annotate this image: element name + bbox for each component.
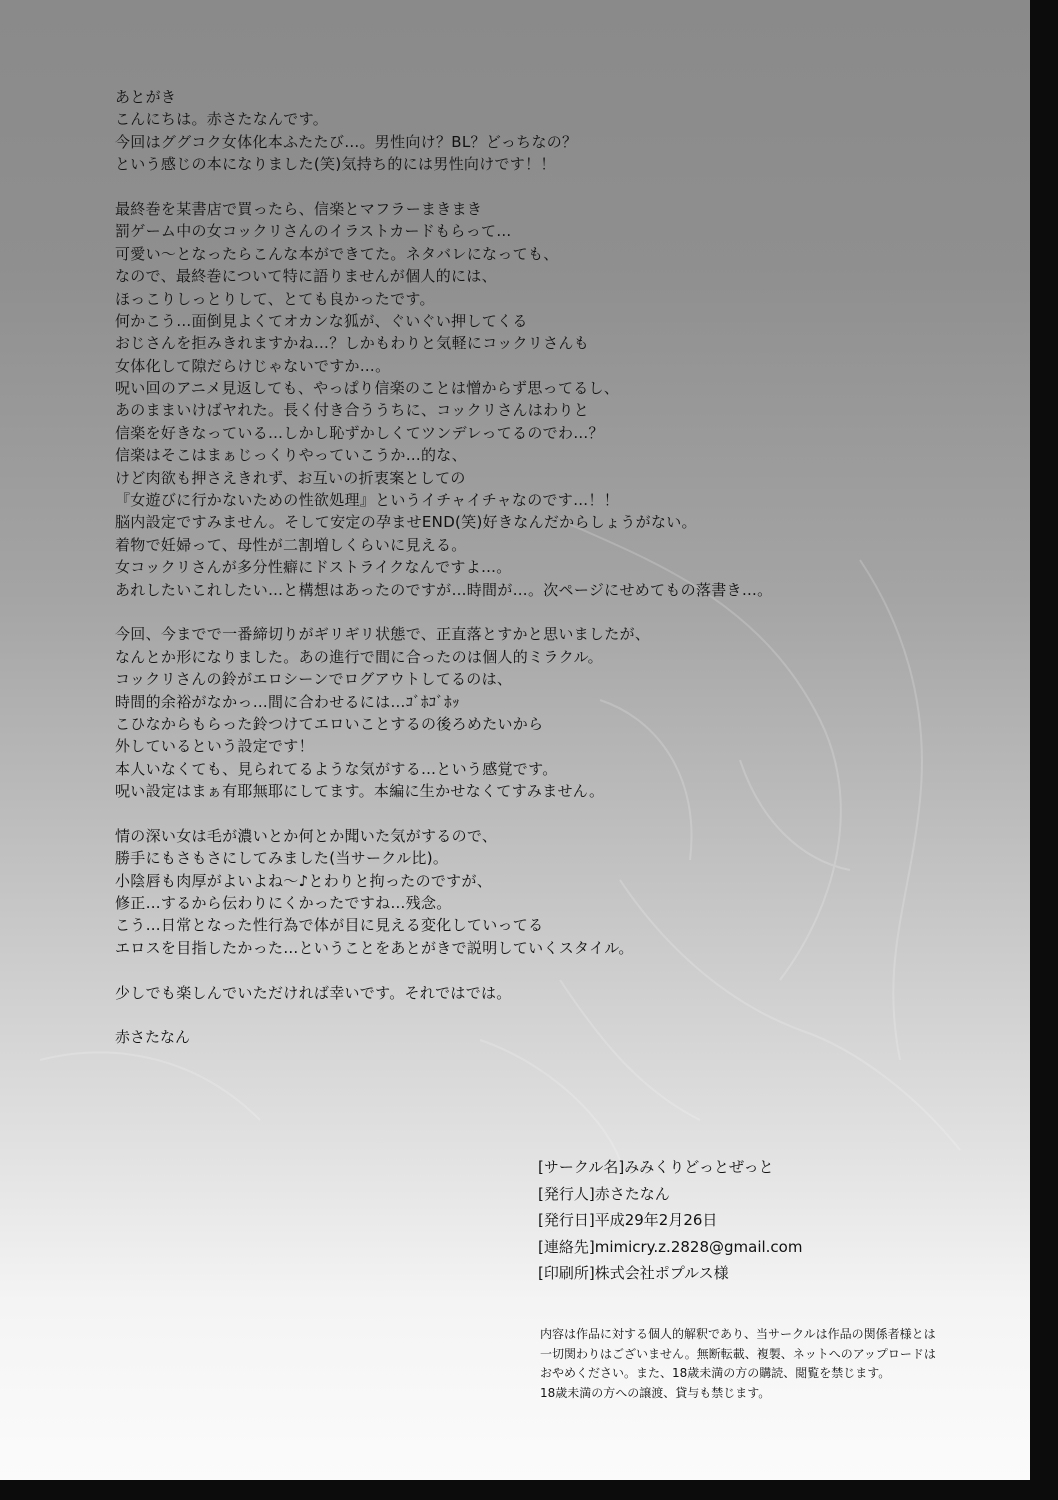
- text-line: おじさんを拒みきれますかね…？しかもわりと気軽にコックリさんも: [115, 334, 590, 353]
- text-line: 時間的余裕がなかっ…間に合わせるには…ｺﾞﾎｺﾞﾎｯ: [115, 692, 460, 711]
- text-line: 本人いなくても、見られてるような気がする…という感覚です。: [115, 759, 558, 778]
- author-signature: 赤さたなん: [115, 1028, 191, 1047]
- colophon-publisher: [発行人]赤さたなん: [538, 1184, 670, 1203]
- text-line: なので、最終巻について特に語りませんが個人的には、: [115, 267, 497, 286]
- text-line: なんとか形になりました。あの進行で間に合ったのは個人的ミラクル。: [115, 647, 603, 666]
- text-line: あれしたいこれしたい…と構想はあったのですが…時間が…。次ページにせめてもの落書き…。: [115, 580, 773, 599]
- afterword-heading: あとがき: [115, 88, 177, 106]
- text-line: 呪い回のアニメ見返しても、やっぱり信楽のことは憎からず思ってるし、: [115, 379, 620, 398]
- text-line: 何かこう…面倒見よくてオカンな狐が、ぐいぐい押してくる: [115, 311, 528, 330]
- disclaimer-line: おやめください。また、18歳未満の方の購読、閲覧を禁じます。: [540, 1366, 891, 1380]
- text-line: こんにちは。赤さたなんです。: [115, 110, 329, 129]
- text-line: 女体化して隙だらけじゃないですか…。: [115, 356, 391, 375]
- text-line: エロスを目指したかった…ということをあとがきで説明していくスタイル。: [115, 938, 634, 957]
- text-line: 可愛い～となったらこんな本ができてた。ネタバレになっても、: [115, 244, 559, 263]
- paragraph-gap: [115, 176, 995, 198]
- text-line: 外しているという設定です！: [115, 737, 314, 756]
- colophon-circle-name: [サークル名]みみくりどっとぜっと: [538, 1158, 774, 1176]
- colophon-printer: [印刷所]株式会社ポプルス様: [538, 1264, 729, 1282]
- text-line: 今回、今までで一番締切りがギリギリ状態で、正直落とすかと思いましたが、: [115, 625, 651, 644]
- text-line: 信楽はそこはまぁじっくりやっていこうか…的な、: [115, 446, 467, 465]
- colophon-contact: [連絡先]mimicry.z.2828@gmail.com: [538, 1237, 803, 1256]
- paragraph-gap: [115, 959, 995, 981]
- text-line: 着物で妊婦って、母性が二割増しくらいに見える。: [115, 535, 467, 554]
- text-line: 今回はググコク女体化本ふたたび…。男性向け？BL？どっちなの？: [115, 132, 578, 151]
- disclaimer-line: 内容は作品に対する個人的解釈であり、当サークルは作品の関係者様とは: [540, 1327, 936, 1341]
- disclaimer-line: 一切関わりはございません。無断転載、複製、ネットへのアップロードは: [540, 1346, 936, 1361]
- text-line: ほっこりしっとりして、とても良かったです。: [115, 289, 435, 308]
- text-line: 少しでも楽しんでいただければ幸いです。それではでは。: [115, 983, 512, 1002]
- text-line: 『女遊びに行かないための性欲処理』というイチャイチャなのです…！！: [115, 491, 620, 510]
- text-line: 信楽を好きなっている…しかし恥ずかしくてツンデレってるのでわ…？: [115, 423, 604, 442]
- text-line: 女コックリさんが多分性癖にドストライクなんですよ…。: [115, 558, 512, 577]
- text-line: 罰ゲーム中の女コックリさんのイラストカードもらって…: [115, 222, 512, 241]
- paragraph-gap: [115, 601, 995, 623]
- scan-border-right: [1030, 0, 1058, 1500]
- text-line: コックリさんの鈴がエロシーンでログアウトしてるのは、: [115, 670, 513, 689]
- text-line: こひなからもらった鈴つけてエロいことするの後ろめたいから: [115, 714, 544, 733]
- paragraph-gap: [115, 803, 995, 825]
- text-line: けど肉欲も押さえきれず、お互いの折衷案としての: [115, 468, 466, 487]
- text-line: 勝手にもさもさにしてみました(当サークル比)。: [115, 849, 449, 868]
- colophon: [538, 1154, 968, 1287]
- text-line: 情の深い女は毛が濃いとか何とか聞いた気がするので、: [115, 826, 498, 845]
- colophon-publish-date: [発行日]平成29年2月26日: [538, 1211, 718, 1229]
- text-line: 呪い設定はまぁ有耶無耶にしてます。本編に生かせなくてすみません。: [115, 782, 605, 801]
- disclaimer-line: 18歳未満の方への譲渡、貸与も禁じます。: [540, 1385, 771, 1400]
- text-line: 小陰唇も肉厚がよいよね～♪とわりと拘ったのですが、: [115, 871, 493, 890]
- text-line: 修正…するから伝わりにくかったですね…残念。: [115, 894, 452, 913]
- scan-border-bottom: [0, 1480, 1058, 1500]
- text-line: こう…日常となった性行為で体が目に見える変化していってる: [115, 916, 544, 935]
- text-line: という感じの本になりました(笑)気持ち的には男性向けです！！: [115, 155, 556, 174]
- text-line: 最終巻を某書店で買ったら、信楽とマフラーまきまき: [115, 199, 483, 218]
- afterword-text: [115, 86, 995, 1048]
- text-line: 脳内設定ですみません。そして安定の孕ませEND(笑)好きなんだからしょうがない。: [115, 513, 697, 532]
- disclaimer: [540, 1325, 980, 1403]
- text-line: あのままいけばヤれた。長く付き合ううちに、コックリさんはわりと: [115, 401, 590, 420]
